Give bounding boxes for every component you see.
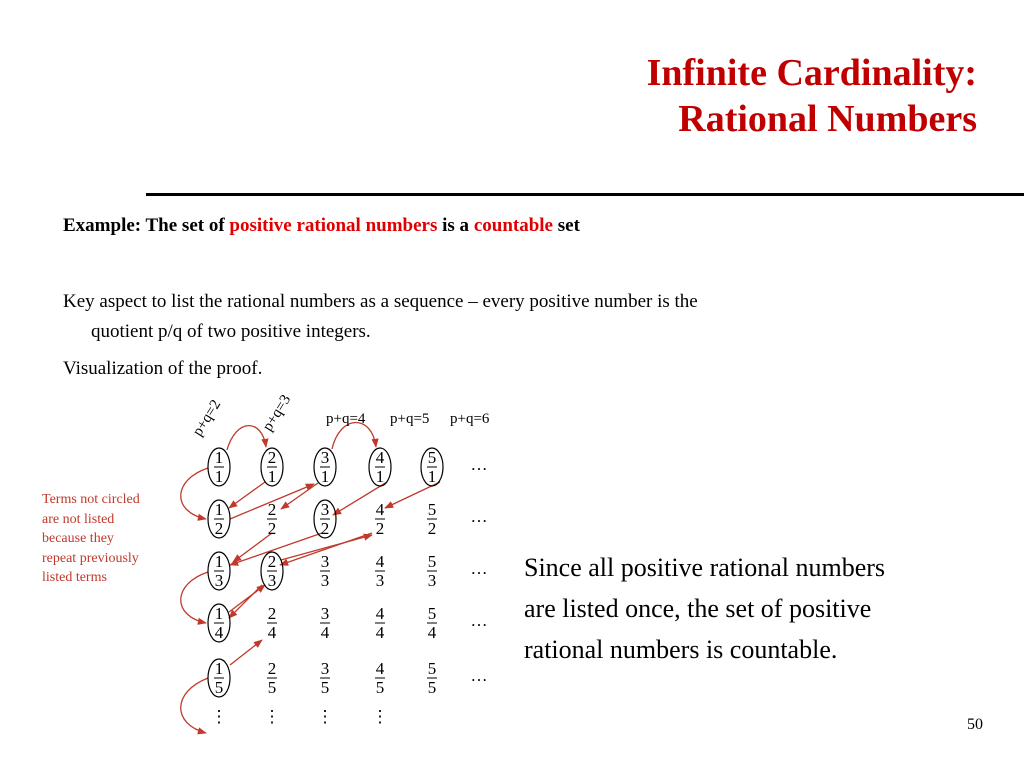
title-line-1: Infinite Cardinality:	[646, 52, 977, 94]
denominator: 1	[267, 467, 277, 486]
numerator: 3	[320, 448, 330, 467]
fraction-5-5	[427, 659, 437, 697]
numerator: 4	[375, 552, 385, 571]
fraction-1-4	[208, 604, 230, 642]
numerator: 1	[214, 659, 224, 678]
fraction-3-4	[320, 604, 330, 642]
conclusion-text	[524, 547, 1004, 670]
example-middle: is a	[442, 215, 470, 236]
denominator: 2	[427, 519, 437, 538]
arrow-hop-1	[181, 468, 208, 519]
row-ellipsis: …	[470, 611, 488, 630]
denominator: 4	[267, 623, 277, 642]
fraction-4-3	[375, 552, 385, 590]
numerator: 5	[427, 552, 437, 571]
key-aspect-paragraph	[63, 287, 943, 347]
denominator: 5	[375, 678, 385, 697]
numerator: 2	[267, 448, 277, 467]
numerator: 3	[320, 659, 330, 678]
denominator: 3	[214, 571, 224, 590]
numerator: 5	[427, 604, 437, 623]
example-highlight-positive-rationals: positive rational numbers	[229, 215, 438, 236]
example-statement	[63, 215, 580, 237]
fraction-4-5	[375, 659, 385, 697]
conclusion-line-3: rational numbers is countable.	[524, 635, 838, 664]
denominator: 2	[267, 519, 277, 538]
column-vdots: ⋮	[210, 707, 228, 726]
conclusion-line-2: are listed once, the set of positive	[524, 594, 872, 623]
numerator: 2	[267, 659, 277, 678]
arrow-hop-3	[181, 572, 208, 623]
fraction-3-5	[320, 659, 330, 697]
key-aspect-line-2: quotient p/q of two positive integers.	[91, 321, 371, 342]
numerator: 5	[427, 448, 437, 467]
numerator: 1	[214, 552, 224, 571]
not-circled-note	[42, 490, 167, 588]
diagonal-label-5: p+q=5	[390, 411, 430, 427]
fraction-2-5	[267, 659, 277, 697]
arrow-d1	[229, 482, 265, 508]
numerator: 3	[320, 500, 330, 519]
denominator: 2	[320, 519, 330, 538]
example-prefix: Example: The set of	[63, 215, 225, 236]
slide-title	[647, 50, 977, 142]
arrow-hop-5	[181, 678, 208, 733]
numerator: 1	[214, 448, 224, 467]
denominator: 3	[427, 571, 437, 590]
fraction-5-2	[427, 500, 437, 538]
denominator: 5	[267, 678, 277, 697]
numerator: 2	[267, 552, 277, 571]
denominator: 1	[427, 467, 437, 486]
diagonal-label-2: p+q=2	[189, 397, 225, 440]
arrow-hop-2	[227, 426, 266, 450]
numerator: 2	[267, 500, 277, 519]
numerator: 3	[320, 604, 330, 623]
note-line-3: because they	[42, 531, 114, 546]
denominator: 4	[375, 623, 385, 642]
arrow-d5	[229, 585, 265, 612]
fraction-5-3	[427, 552, 437, 590]
visualization-caption: Visualization of the proof.	[63, 358, 263, 379]
note-line-1: Terms not circled	[42, 492, 140, 507]
denominator: 2	[375, 519, 385, 538]
denominator: 3	[267, 571, 277, 590]
fraction-3-1	[314, 448, 336, 486]
fraction-1-5	[208, 659, 230, 697]
fraction-3-2	[314, 500, 336, 538]
fraction-4-2	[375, 500, 385, 538]
row-ellipsis: …	[470, 507, 488, 526]
numerator: 1	[214, 604, 224, 623]
row-ellipsis: …	[470, 455, 488, 474]
denominator: 1	[320, 467, 330, 486]
row-ellipsis: …	[470, 559, 488, 578]
denominator: 5	[427, 678, 437, 697]
fraction-1-3	[208, 552, 230, 590]
column-vdots: ⋮	[316, 707, 334, 726]
fraction-5-1	[421, 448, 443, 486]
denominator: 4	[320, 623, 330, 642]
fraction-1-1	[208, 448, 230, 486]
note-line-2: are not listed	[42, 511, 115, 527]
note-line-5: listed terms	[42, 570, 107, 585]
numerator: 1	[214, 500, 224, 519]
column-vdots: ⋮	[371, 707, 389, 726]
row-ellipsis: …	[470, 666, 488, 685]
numerator: 4	[375, 500, 385, 519]
numerator: 4	[375, 448, 385, 467]
denominator: 5	[320, 678, 330, 697]
denominator: 4	[214, 623, 224, 642]
fraction-3-3	[320, 552, 330, 590]
fraction-2-1	[261, 448, 283, 486]
numerator: 2	[267, 604, 277, 623]
numerator: 3	[320, 552, 330, 571]
title-divider	[146, 193, 1024, 196]
denominator: 2	[214, 519, 224, 538]
note-line-4: repeat previously	[42, 550, 139, 566]
column-vdots: ⋮	[263, 707, 281, 726]
conclusion-line-1: Since all positive rational numbers	[524, 553, 886, 582]
diagonal-label-4: p+q=4	[326, 411, 366, 427]
numerator: 5	[427, 500, 437, 519]
denominator: 1	[375, 467, 385, 486]
key-aspect-line-1: Key aspect to list the rational numbers as a sequence – every positive number is the	[63, 291, 698, 312]
fraction-grid	[208, 448, 488, 726]
arrow-d11	[229, 585, 262, 618]
numerator: 5	[427, 659, 437, 678]
fraction-4-4	[375, 604, 385, 642]
fraction-2-4	[267, 604, 277, 642]
denominator: 4	[427, 623, 437, 642]
denominator: 3	[375, 571, 385, 590]
diagonal-label-3: p+q=3	[259, 392, 295, 435]
example-suffix: set	[557, 215, 580, 236]
diagonal-label-6: p+q=6	[450, 411, 490, 427]
fraction-5-4	[427, 604, 437, 642]
page-number: 50	[967, 716, 983, 733]
fraction-1-2	[208, 500, 230, 538]
fraction-4-1	[369, 448, 391, 486]
fraction-2-3	[261, 552, 283, 590]
denominator: 5	[214, 678, 224, 697]
title-line-2: Rational Numbers	[678, 98, 977, 140]
example-highlight-countable: countable	[473, 215, 553, 236]
denominator: 3	[320, 571, 330, 590]
arrow-d12	[230, 640, 262, 665]
numerator: 4	[375, 659, 385, 678]
denominator: 1	[214, 467, 224, 486]
fraction-2-2	[267, 500, 277, 538]
numerator: 4	[375, 604, 385, 623]
